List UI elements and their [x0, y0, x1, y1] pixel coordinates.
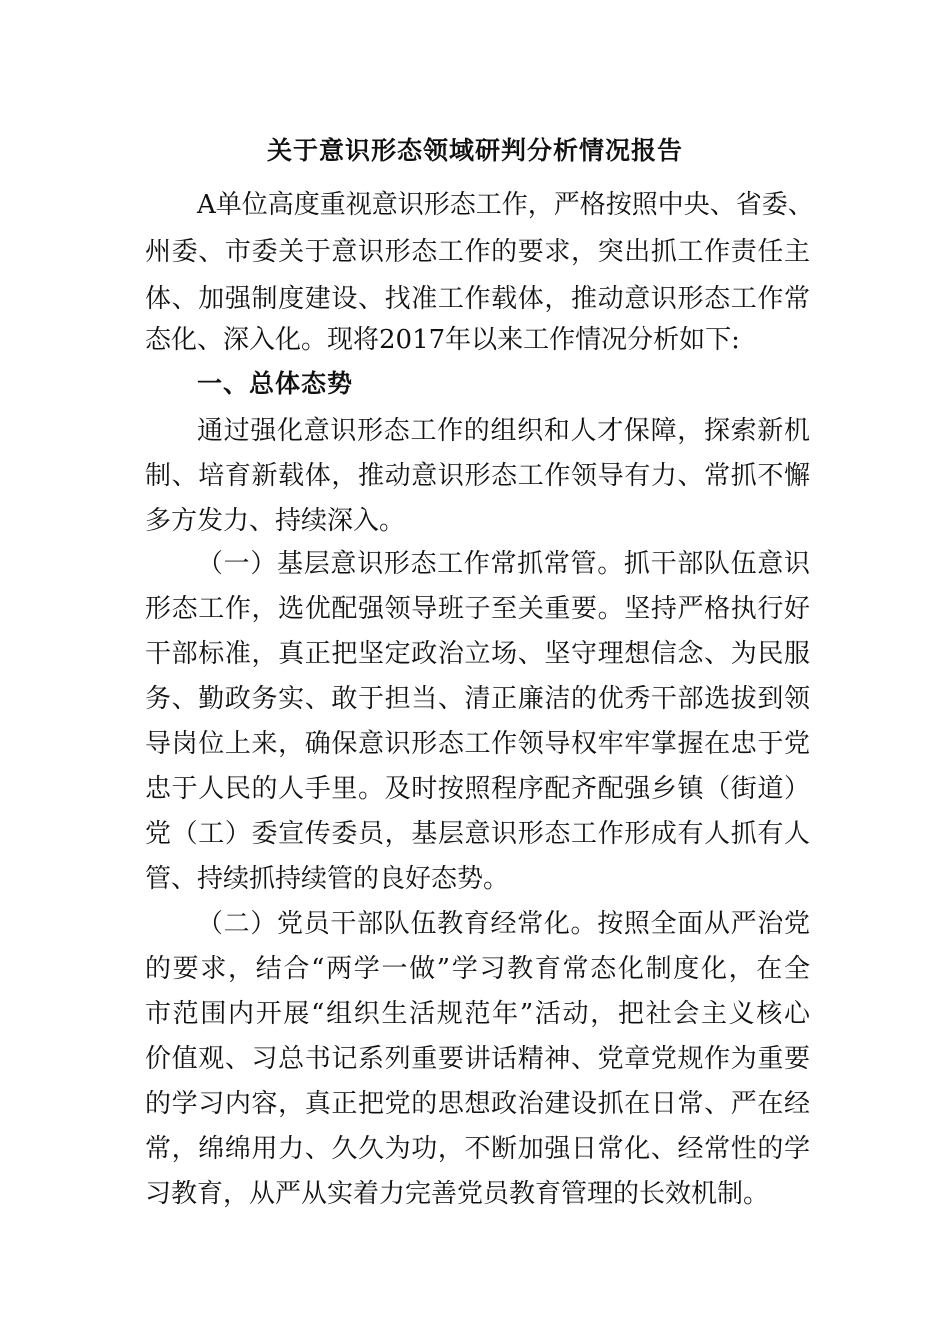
intro-line: A单位高度重视意识形态工作，严格按照中央、省委、: [197, 190, 814, 220]
subsection2-line: 价值观、习总书记系列重要讲话精神、党章党规作为重要: [145, 1044, 810, 1074]
subsection1-line: 导岗位上来，确保意识形态工作领导权牢牢掌握在忠于党: [145, 729, 810, 759]
subsection2-line: 市范围内开展“组织生活规范年”活动，把社会主义核心: [145, 999, 810, 1029]
intro-line: 州委、市委关于意识形态工作的要求，突出抓工作责任主: [145, 237, 810, 267]
subsection1-line: 干部标准，真正把坚定政治立场、坚守理想信念、为民服: [145, 639, 810, 669]
subsection2-line: 习教育，从严从实着力完善党员教育管理的长效机制。: [145, 1179, 770, 1209]
subsection2-line: （二）党员干部队伍教育经常化。按照全面从严治党: [197, 909, 810, 939]
subsection1-line: 忠于人民的人手里。及时按照程序配齐配强乡镇（街道）: [145, 774, 810, 804]
section1-line: 通过强化意识形态工作的组织和人才保障，探索新机: [197, 416, 810, 446]
subsection2-line: 的要求，结合“两学一做”学习教育常态化制度化，在全: [145, 954, 810, 984]
section1-line: 制、培育新载体，推动意识形态工作领导有力、常抓不懈: [145, 461, 810, 491]
subsection1-line: （一）基层意识形态工作常抓常管。抓干部队伍意识: [197, 549, 810, 579]
intro-line: 态化、深入化。现将2017年以来工作情况分析如下:: [145, 325, 740, 355]
subsection1-line: 党（工）委宣传委员，基层意识形态工作形成有人抓有人: [145, 819, 810, 849]
section1-line: 多方发力、持续深入。: [145, 506, 406, 536]
intro-line: 体、加强制度建设、找准工作载体，推动意识形态工作常: [145, 284, 810, 314]
subsection1-line: 管、持续抓持续管的良好态势。: [145, 864, 510, 894]
section-heading: 一、总体态势: [197, 369, 354, 398]
subsection1-line: 务、勤政务实、敢于担当、清正廉洁的优秀干部选拔到领: [145, 684, 810, 714]
subsection2-line: 的学习内容，真正把党的思想政治建设抓在日常、严在经: [145, 1089, 810, 1119]
subsection2-line: 常，绵绵用力、久久为功，不断加强日常化、经常性的学: [145, 1134, 810, 1164]
document-title: 关于意识形态领域研判分析情况报告: [266, 136, 683, 165]
subsection1-line: 形态工作，选优配强领导班子至关重要。坚持严格执行好: [145, 594, 810, 624]
